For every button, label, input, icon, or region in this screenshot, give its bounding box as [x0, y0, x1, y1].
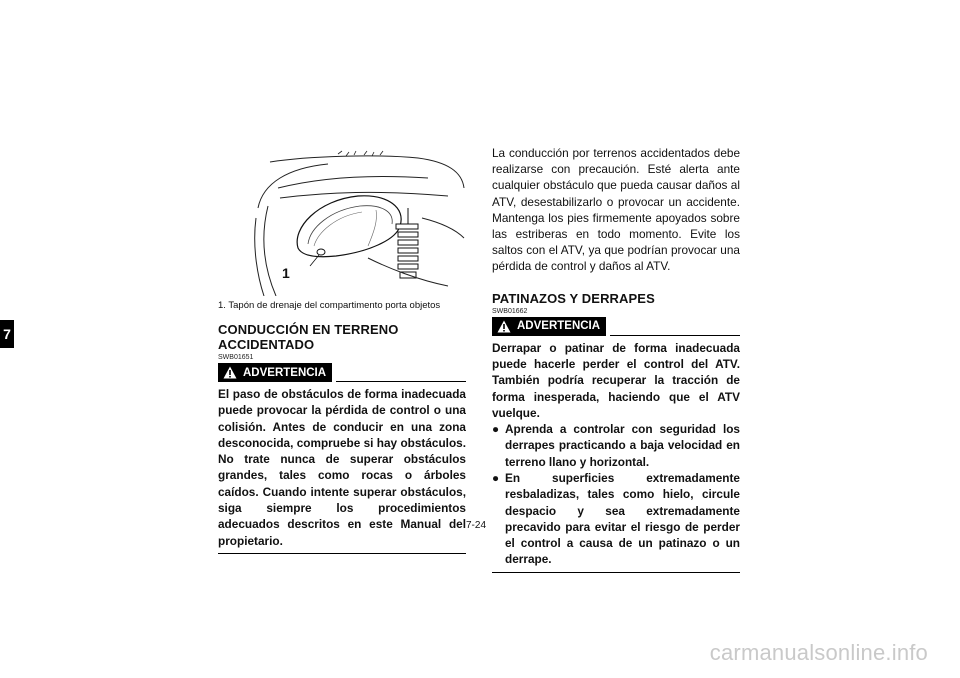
chapter-tab: 7 [0, 320, 14, 348]
warning-bullet-list [492, 421, 740, 568]
figure-caption: 1. Tapón de drenaje del compartimento porta objetos [218, 300, 441, 311]
storage-drain-illustration [218, 148, 466, 296]
list-item [492, 421, 740, 470]
warning-rule [336, 381, 466, 382]
warning-badge [218, 363, 332, 382]
watermark: carmanualsonline.info [709, 640, 928, 665]
list-item [492, 470, 740, 568]
warning-label: ADVERTENCIA [517, 320, 601, 333]
warning-rule [610, 335, 740, 336]
warning-block [492, 340, 740, 573]
bullet-icon: ● [492, 471, 500, 485]
warning-text: El paso de obstáculos de forma inadecuada puede provocar la pérdida de control o una colisión. Antes de conducir en una zona desconocida, compruebe si hay obstáculos. No trate nunca de superar obstáculos grandes, tales como rocas o árboles caídos. Cuando intente superar obstáculos, siga siempre los procedimientos adecuados descritos en este Manual del propietario. [218, 386, 466, 554]
section-heading-skids: PATINAZOS Y DERRAPES [492, 290, 655, 306]
intro-paragraph: La conducción por terrenos accidentados debe realizarse con precaución. Esté alerta ante cualquier obstáculo que pueda causar daños al ATV, desestabilizarlo o provocar un accidente. Mantenga los pies firmemente apoyados sobre las estriberas en todo momento. Evite los saltos con el ATV, ya que podrían provocar una pérdida de control y daños al ATV. [492, 146, 740, 274]
warning-badge [492, 317, 606, 336]
warning-text: Derrapar o patinar de forma inadecuada puede hacerle perder el control del ATV. También podría recuperar la tracción de forma inesperada, haciendo que el ATV vuelque. [492, 340, 740, 420]
section-heading-rough-terrain: CONDUCCIÓN EN TERRENO ACCIDENTADO [218, 322, 399, 352]
bullet-text: Aprenda a controlar con seguridad los derrapes practicando a baja velocidad en terreno llano y horizontal. [505, 422, 740, 469]
figure-callout: 1 [282, 265, 290, 281]
warning-triangle-icon [223, 366, 237, 379]
page-number: 7-24 [466, 520, 487, 531]
section-code: SWB01662 [492, 307, 528, 315]
warning-label: ADVERTENCIA [243, 366, 327, 379]
section-code: SWB01651 [218, 354, 254, 361]
warning-triangle-icon [497, 320, 511, 333]
right-column [492, 145, 740, 573]
bullet-text: En superficies extremadamente resbaladizas, tales como hielo, circule despacio y sea extremadamente precavido para evitar el riesgo de perder el control a causa de un patinazo o un derrape. [505, 471, 740, 567]
left-column [218, 322, 466, 554]
warning-header [492, 317, 740, 336]
warning-header [218, 363, 466, 382]
bullet-icon: ● [492, 422, 500, 437]
